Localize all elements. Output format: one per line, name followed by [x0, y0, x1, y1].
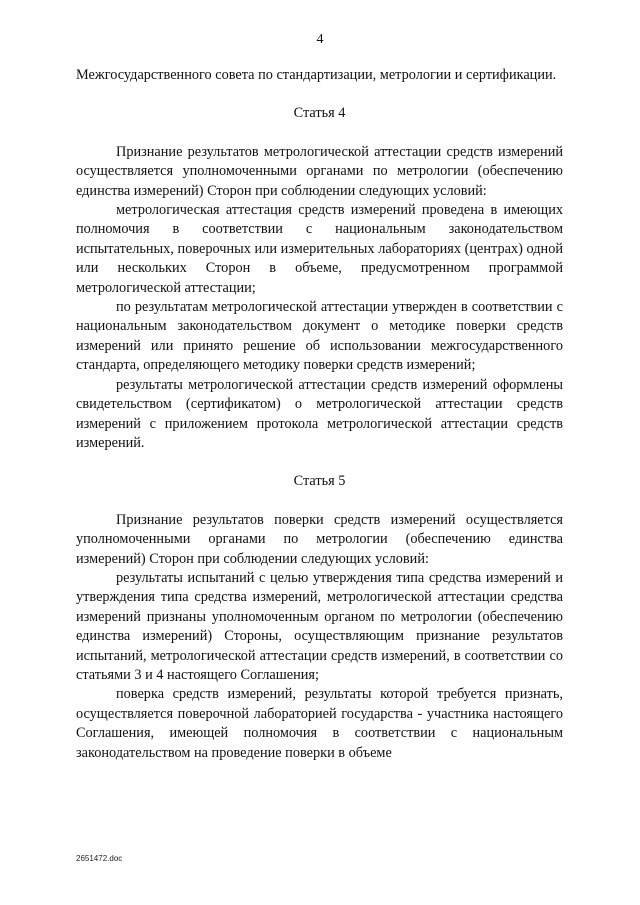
intro-paragraph: Межгосударственного совета по стандартизации, метрологии и сертификации.: [76, 67, 557, 83]
article-5-paragraph-2: результаты испытаний с целью утверждения типа средства измерений и утверждения типа средства измерений, метрологической аттестации средства измерений признаны уполномоченным органом по метрологии (обеспечению единства измерений) Стороны, осуществляющим признание результатов испытаний, метрологической аттестации средств измерений, в соответствии со статьями 3 и 4 настоящего Соглашения;: [76, 569, 563, 683]
article-5-paragraph-1: Признание результатов поверки средств измерений осуществляется уполномоченными органами по метрологии (обеспечению единства измерений) Сторон при соблюдении следующих условий:: [76, 511, 563, 567]
document-body: [76, 66, 563, 763]
article-4-paragraph-3: по результатам метрологической аттестации утвержден в соответствии с национальным законодательством документ о методике поверки средств измерений или принято решение об использовании межгосударственного стандарта, определяющего методику поверки средств измерений;: [76, 299, 563, 374]
article-5-paragraph-3: поверка средств измерений, результаты которой требуется признать, осуществляется поверочной лабораторией государства - участника настоящего Соглашения, имеющей полномочия в соответствии с национальным законодательством на проведение поверки в объеме: [76, 686, 563, 761]
file-name-footer: 2651472.doc: [76, 854, 123, 863]
article-5-heading: Статья 5: [293, 473, 346, 490]
article-4-heading: Статья 4: [293, 105, 346, 122]
article-4-paragraph-2: метрологическая аттестация средств измерений проведена в имеющих полномочия в соответствии с национальным законодательством испытательных, поверочных или измерительных лабораториях (центрах) одной или нескольких Сторон в объеме, предусмотренном программой метрологической аттестации;: [76, 202, 563, 296]
page-number: 4: [316, 32, 324, 47]
article-4-paragraph-4: результаты метрологической аттестации средств измерений оформлены свидетельством (сертификатом) о метрологической аттестации средств измерений с приложением протокола метрологической аттестации средств измерений.: [76, 376, 563, 451]
article-4-paragraph-1: Признание результатов метрологической аттестации средств измерений осуществляется уполномоченными органами по метрологии (обеспечению единства измерений) Сторон при соблюдении следующих условий:: [76, 143, 563, 199]
